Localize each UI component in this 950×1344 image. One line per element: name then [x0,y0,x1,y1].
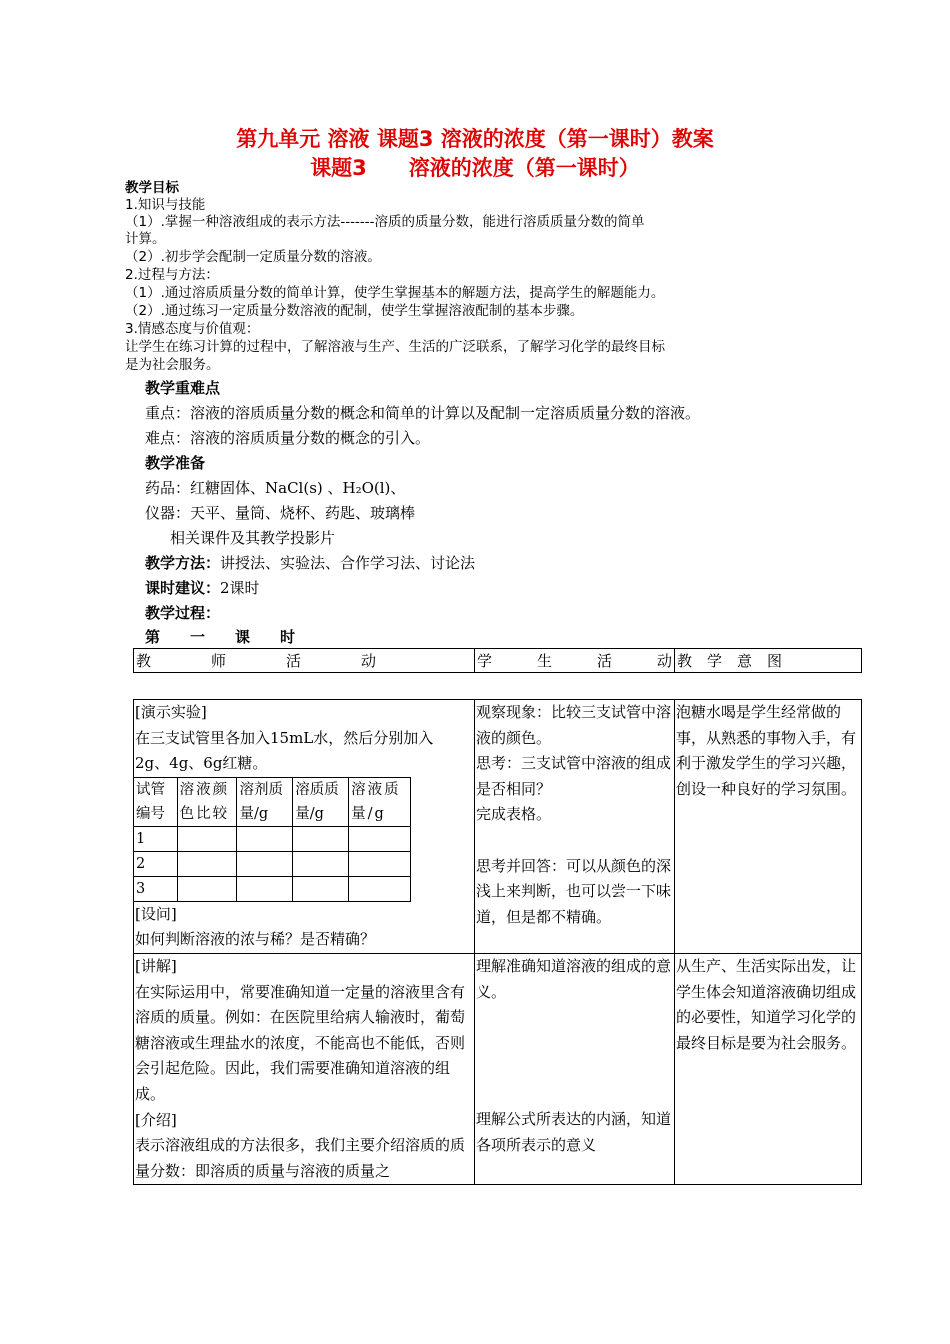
prep-media: 相关课件及其教学投影片 [170,529,336,547]
hours-label: 课时建议： [145,579,221,597]
difficulty-heading: 教学重难点 [145,379,221,397]
explain-tag: [讲解] [135,956,177,975]
hours-value: 2课时 [220,579,260,597]
student-cell-1: 观察现象：比较三支试管中溶液的颜色。 思考：三支试管中溶液的组成是否相同？ 完成表格。 思考并回答：可以从颜色的深浅上来判断，也可以尝一下味道，但是都不精确。 [475,700,675,954]
col-tube-no: 试管编号 [134,777,178,826]
intro-text: 表示溶液组成的方法很多，我们主要介绍溶质的质量分数：即溶质的质量与溶液的质量之 [135,1136,466,1180]
student-text-1: 理解准确知道溶液的组成的意义。 [476,956,672,1001]
question-text: 如何判断溶液的浓与稀？是否精确？ [135,930,376,949]
question-tag: [设问] [135,904,177,923]
col-solvent: 溶剂质量/g [237,777,293,826]
intro-tag: [介绍] [135,1110,177,1129]
record-table [133,777,411,902]
demo-tag: [演示实验] [135,703,207,721]
intent-cell-2: 从生产、生活实际出发，让学生体会知道溶液确切组成的必要性，知道学习化学的最终目标是要为社会服务。 [675,953,862,1184]
methods-value: 讲授法、实验法、合作学习法、讨论法 [220,554,476,572]
hours-line [145,577,260,598]
table-row [134,700,862,954]
tube-1: 1 [134,826,178,851]
process-item-2: （2）.通过练习一定质量分数溶液的配制，使学生掌握溶液配制的基本步骤。 [125,303,584,319]
knowledge-title: 1.知识与技能 [125,197,206,213]
methods-label: 教学方法： [145,554,221,572]
document-title: 第九单元 溶液 课题3 溶液的浓度（第一课时）教案 [236,127,714,151]
demo-line-1: 在三支试管里各加入15mL水，然后分别加入 [135,728,434,747]
methods-line [145,552,475,573]
knowledge-item-2: （2）.初步学会配制一定质量分数的溶液。 [125,249,381,265]
header-teacher: 教 师 活 动 [134,649,475,673]
difficult-point: 难点：溶液的溶质质量分数的概念的引入。 [145,429,431,447]
lesson-table [133,699,862,1185]
table-row [134,953,862,1184]
prep-heading: 教学准备 [145,454,206,472]
intent-cell-1: 泡糖水喝是学生经常做的事，从熟悉的事物入手，有利于激发学生的学习兴趣，创设一种良好的学习氛围。 [675,700,862,954]
demo-line-2: 2g、4g、6g红糖。 [135,754,268,773]
student-cell-2 [475,953,675,1184]
header-intent: 教 学 意 图 [675,649,862,673]
process-item-1: （1）.通过溶质质量分数的简单计算，使学生掌握基本的解题方法，提高学生的解题能力。 [125,285,665,301]
tube-3: 3 [134,876,178,901]
teacher-cell-1 [134,700,475,954]
emotion-title: 3.情感态度与价值观： [125,321,260,337]
header-student: 学 生 活 动 [475,649,675,673]
process-label: 教学过程： [145,604,221,622]
explain-text: 在实际运用中，常要准确知道一定量的溶液里含有溶质的质量。例如：在医院里给病人输液时，葡萄糖溶液或生理盐水的浓度，不能高也不能低，否则会引起危险。因此，我们需要准确知道溶液的组成。 [135,982,466,1103]
period-heading: 第 一 课 时 [145,628,296,646]
objectives-heading: 教学目标 [125,180,179,196]
teacher-cell-2 [134,953,475,1184]
tube-2: 2 [134,851,178,876]
prep-instruments: 仪器：天平、量筒、烧杯、药匙、玻璃棒 [145,504,416,522]
knowledge-item-1b: 计算。 [125,231,166,247]
header-table [133,648,862,673]
col-solute: 溶质质量/g [293,777,349,826]
prep-drugs: 药品：红糖固体、NaCl(s) 、H₂O(l)、 [145,479,406,497]
emotion-item-1b: 是为社会服务。 [125,357,220,373]
document-subtitle: 课题3 溶液的浓度（第一课时） [310,156,640,180]
student-text-2: 理解公式所表达的内涵，知道各项所表示的意义 [476,1109,672,1154]
key-point: 重点：溶液的溶质质量分数的概念和简单的计算以及配制一定溶质质量分数的溶液。 [145,404,701,422]
knowledge-item-1a: （1）.掌握一种溶液组成的表示方法-------溶质的质量分数，能进行溶质质量分数的简单 [125,214,645,230]
col-color: 溶液颜色比较 [177,777,237,826]
emotion-item-1a: 让学生在练习计算的过程中，了解溶液与生产、生活的广泛联系，了解学习化学的最终目标 [125,339,665,355]
col-solution: 溶液质量/g [349,777,411,826]
process-title: 2.过程与方法： [125,267,219,283]
